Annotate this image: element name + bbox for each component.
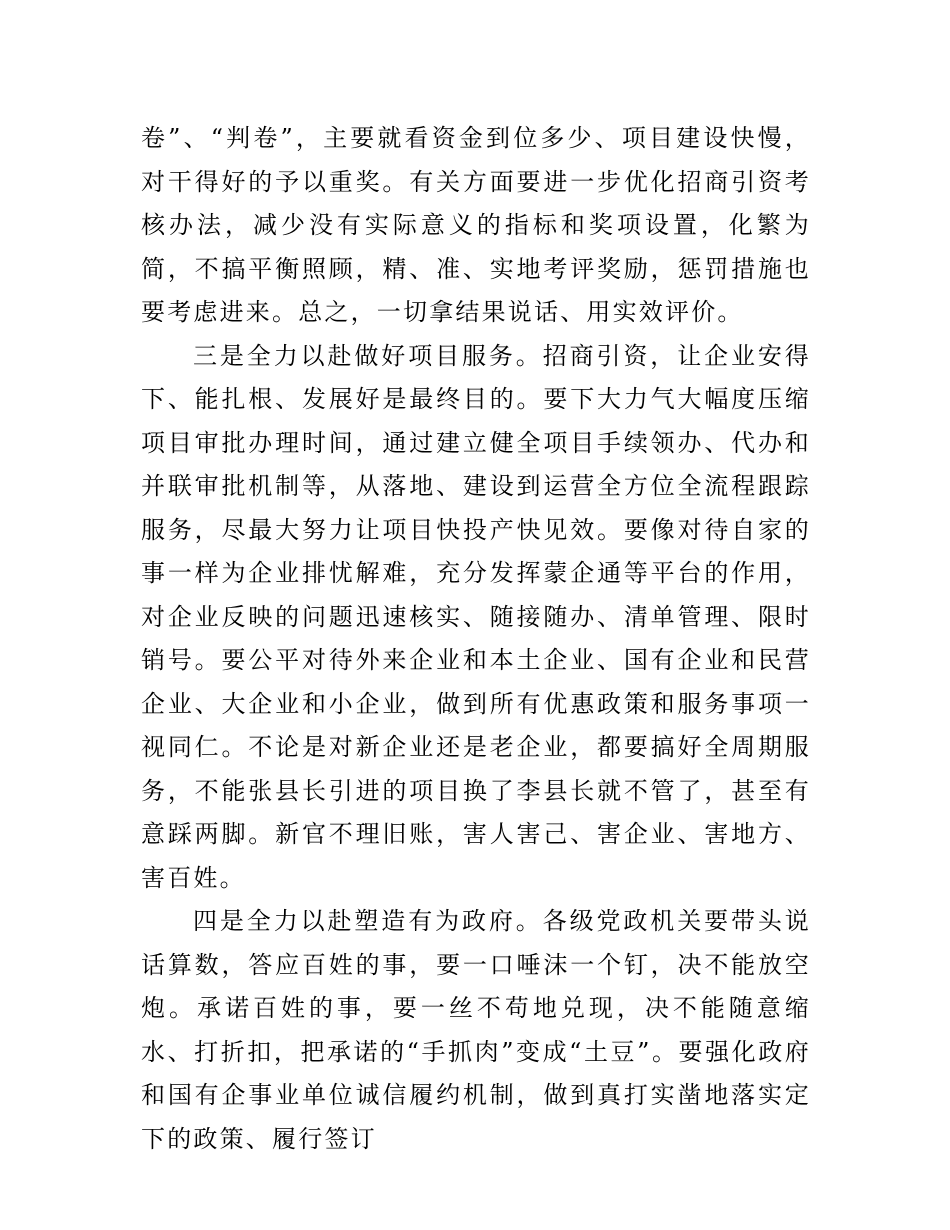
paragraph-government: 四是全力以赴塑造有为政府。各级党政机关要带头说话算数，答应百姓的事，要一口唾沫一个钉，决不能放空炮。承诺百姓的事，要一丝不苟地兑现，决不能随意缩水、打折扣，把承诺的“手抓肉”变成“土豆”。要强化政府和国有企事业单位诚信履约机制，做到真打实凿地落实定下的政策、履行签订 — [141, 907, 811, 1153]
paragraph-project-service: 三是全力以赴做好项目服务。招商引资，让企业安得下、能扎根、发展好是最终目的。要下大力气大幅度压缩项目审批办理时间，通过建立健全项目手续领办、代办和并联审批机制等，从落地、建设到运营全方位全流程跟踪服务，尽最大努力让项目快投产快见效。要像对待自家的事一样为企业排忧解难，充分发挥蒙企通等平台的作用，对企业反映的问题迅速核实、随接随办、清单管理、限时销号。要公平对待外来企业和本土企业、国有企业和民营企业、大企业和小企业，做到所有优惠政策和服务事项一视同仁。不论是对新企业还是老企业，都要搞好全周期服务，不能张县长引进的项目换了李县长就不管了，甚至有意踩两脚。新官不理旧账，害人害己、害企业、害地方、害百姓。 — [141, 341, 811, 892]
paragraph-continuation: 卷”、“判卷”，主要就看资金到位多少、项目建设快慢，对干得好的予以重奖。有关方面要进一步优化招商引资考核办法，减少没有实际意义的指标和奖项设置，化繁为简，不搞平衡照顾，精、准、实地考评奖励，惩罚措施也要考虑进来。总之，一切拿结果说话、用实效评价。 — [141, 124, 811, 326]
document-body — [141, 117, 811, 1161]
